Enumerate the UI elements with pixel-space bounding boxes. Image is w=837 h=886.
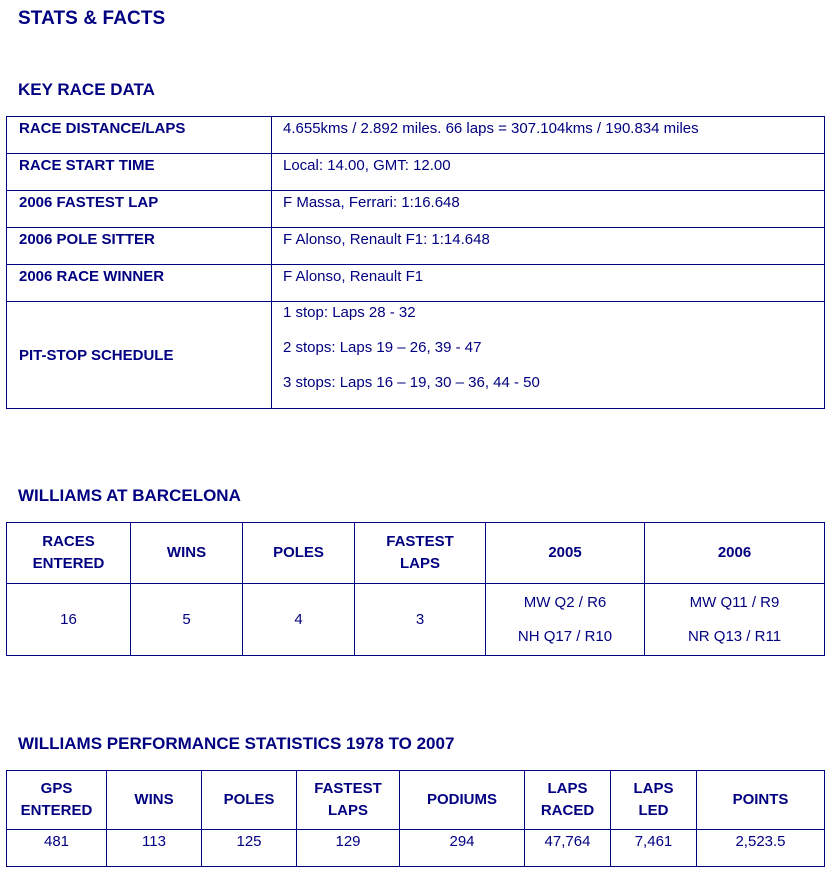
page-title: STATS & FACTS (18, 8, 166, 29)
row-value: Local: 14.00, GMT: 12.00 (272, 154, 825, 191)
williams-barcelona-table (6, 522, 825, 656)
cell-gps-entered: 481 (7, 830, 107, 867)
pit-stop-line: 3 stops: Laps 16 – 19, 30 – 36, 44 - 50 (283, 374, 540, 391)
row-value: F Alonso, Renault F1: 1:14.648 (272, 228, 825, 265)
cell-wins: 5 (131, 584, 243, 656)
table-header-row (7, 771, 825, 830)
table-row (7, 228, 825, 265)
table-row (7, 117, 825, 154)
cell-poles: 125 (202, 830, 297, 867)
table-header-row (7, 523, 825, 584)
header-races-entered: RACES ENTERED (7, 523, 131, 584)
cell-podiums: 294 (400, 830, 525, 867)
table-row (7, 265, 825, 302)
header-fastest-laps: FASTEST LAPS (355, 523, 486, 584)
cell-races-entered: 16 (7, 584, 131, 656)
row-label: 2006 POLE SITTER (7, 228, 272, 265)
cell-2006: MW Q11 / R9 NR Q13 / R11 (645, 584, 825, 656)
header-gps-entered: GPS ENTERED (7, 771, 107, 830)
header-2005: 2005 (486, 523, 645, 584)
header-poles: POLES (202, 771, 297, 830)
pit-stop-line: 1 stop: Laps 28 - 32 (283, 304, 416, 321)
row-value: F Alonso, Renault F1 (272, 265, 825, 302)
header-wins: WINS (107, 771, 202, 830)
table-row (7, 830, 825, 867)
key-race-data-table (6, 116, 825, 409)
williams-barcelona-heading: WILLIAMS AT BARCELONA (18, 486, 241, 505)
cell-laps-raced: 47,764 (525, 830, 611, 867)
cell-laps-led: 7,461 (611, 830, 697, 867)
table-row (7, 584, 825, 656)
header-laps-raced: LAPS RACED (525, 771, 611, 830)
row-label: 2006 FASTEST LAP (7, 191, 272, 228)
cell-fastest-laps: 129 (297, 830, 400, 867)
header-poles: POLES (243, 523, 355, 584)
pit-stop-line: 2 stops: Laps 19 – 26, 39 - 47 (283, 339, 482, 356)
pit-stop-label: PIT-STOP SCHEDULE (7, 302, 272, 409)
table-row (7, 302, 825, 409)
header-laps-led: LAPS LED (611, 771, 697, 830)
cell-points: 2,523.5 (697, 830, 825, 867)
row-value: 4.655kms / 2.892 miles. 66 laps = 307.104kms / 190.834 miles (272, 117, 825, 154)
row-value: F Massa, Ferrari: 1:16.648 (272, 191, 825, 228)
cell-poles: 4 (243, 584, 355, 656)
key-race-data-heading: KEY RACE DATA (18, 80, 155, 99)
header-2006: 2006 (645, 523, 825, 584)
row-label: RACE START TIME (7, 154, 272, 191)
pit-stop-values (272, 302, 825, 409)
row-label: 2006 RACE WINNER (7, 265, 272, 302)
header-podiums: PODIUMS (400, 771, 525, 830)
table-row (7, 154, 825, 191)
performance-table (6, 770, 825, 867)
cell-fastest-laps: 3 (355, 584, 486, 656)
header-points: POINTS (697, 771, 825, 830)
performance-heading: WILLIAMS PERFORMANCE STATISTICS 1978 TO 2007 (18, 734, 455, 753)
cell-2005: MW Q2 / R6 NH Q17 / R10 (486, 584, 645, 656)
header-wins: WINS (131, 523, 243, 584)
table-row (7, 191, 825, 228)
row-label: RACE DISTANCE/LAPS (7, 117, 272, 154)
cell-wins: 113 (107, 830, 202, 867)
header-fastest-laps: FASTEST LAPS (297, 771, 400, 830)
